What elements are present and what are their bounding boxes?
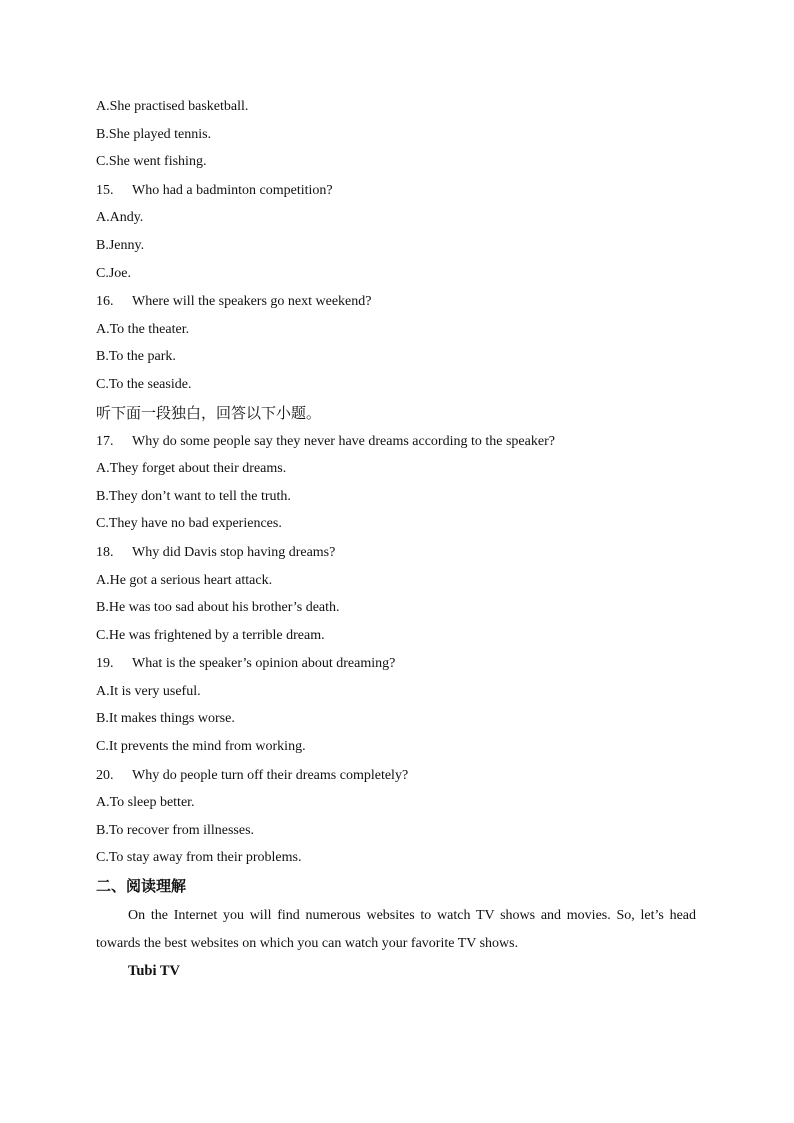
question-number: 15. bbox=[96, 182, 114, 198]
q19-option-c: C.It prevents the mind from working. bbox=[96, 739, 306, 755]
q16-option-a: A.To the theater. bbox=[96, 321, 190, 337]
section-heading: 二、阅读理解 bbox=[96, 877, 187, 896]
question-16 bbox=[96, 288, 696, 316]
q20-option-b: B.To recover from illnesses. bbox=[96, 822, 255, 838]
question-number: 19. bbox=[96, 656, 114, 672]
document-page bbox=[96, 93, 696, 985]
q15-option-b: B.Jenny. bbox=[96, 237, 145, 253]
q17-option-a: A.They forget about their dreams. bbox=[96, 461, 287, 477]
reading-subheading: Tubi TV bbox=[128, 963, 181, 980]
question-18 bbox=[96, 539, 696, 567]
question-text: Where will the speakers go next weekend? bbox=[132, 294, 372, 310]
q19-option-b: B.It makes things worse. bbox=[96, 711, 235, 727]
question-number: 16. bbox=[96, 294, 114, 310]
q20-option-c: C.To stay away from their problems. bbox=[96, 850, 302, 866]
q14-option-c: C.She went fishing. bbox=[96, 154, 207, 170]
q18-option-b: B.He was too sad about his brother’s death. bbox=[96, 600, 340, 616]
question-text: Who had a badminton competition? bbox=[132, 182, 333, 198]
question-number: 18. bbox=[96, 544, 114, 560]
question-text: What is the speaker’s opinion about dreaming? bbox=[132, 656, 396, 672]
question-20 bbox=[96, 762, 696, 790]
q18-option-c: C.He was frightened by a terrible dream. bbox=[96, 627, 325, 643]
q15-option-a: A.Andy. bbox=[96, 210, 144, 226]
q18-option-a: A.He got a serious heart attack. bbox=[96, 572, 273, 588]
question-text: Why did Davis stop having dreams? bbox=[132, 544, 336, 560]
q15-option-c: C.Joe. bbox=[96, 265, 131, 281]
q16-option-b: B.To the park. bbox=[96, 349, 176, 365]
q14-option-b: B.She played tennis. bbox=[96, 126, 212, 142]
question-number: 17. bbox=[96, 433, 114, 449]
question-19 bbox=[96, 650, 696, 678]
question-number: 20. bbox=[96, 767, 114, 783]
reading-intro-paragraph: On the Internet you will find numerous websites to watch TV shows and movies. So, let’s head towards the best websites on which you can watch your favorite TV shows. bbox=[96, 908, 696, 951]
question-text: Why do people turn off their dreams completely? bbox=[132, 767, 409, 783]
q17-option-b: B.They don’t want to tell the truth. bbox=[96, 488, 291, 504]
monologue-instruction: 听下面一段独白，回答以下小题。 bbox=[96, 403, 322, 422]
q14-option-a: A.She practised basketball. bbox=[96, 99, 249, 114]
question-text: Why do some people say they never have dreams according to the speaker? bbox=[132, 433, 555, 449]
question-15 bbox=[96, 177, 696, 205]
q20-option-a: A.To sleep better. bbox=[96, 795, 195, 811]
q19-option-a: A.It is very useful. bbox=[96, 683, 201, 699]
question-17 bbox=[96, 428, 696, 456]
q16-option-c: C.To the seaside. bbox=[96, 376, 192, 392]
q17-option-c: C.They have no bad experiences. bbox=[96, 516, 282, 532]
